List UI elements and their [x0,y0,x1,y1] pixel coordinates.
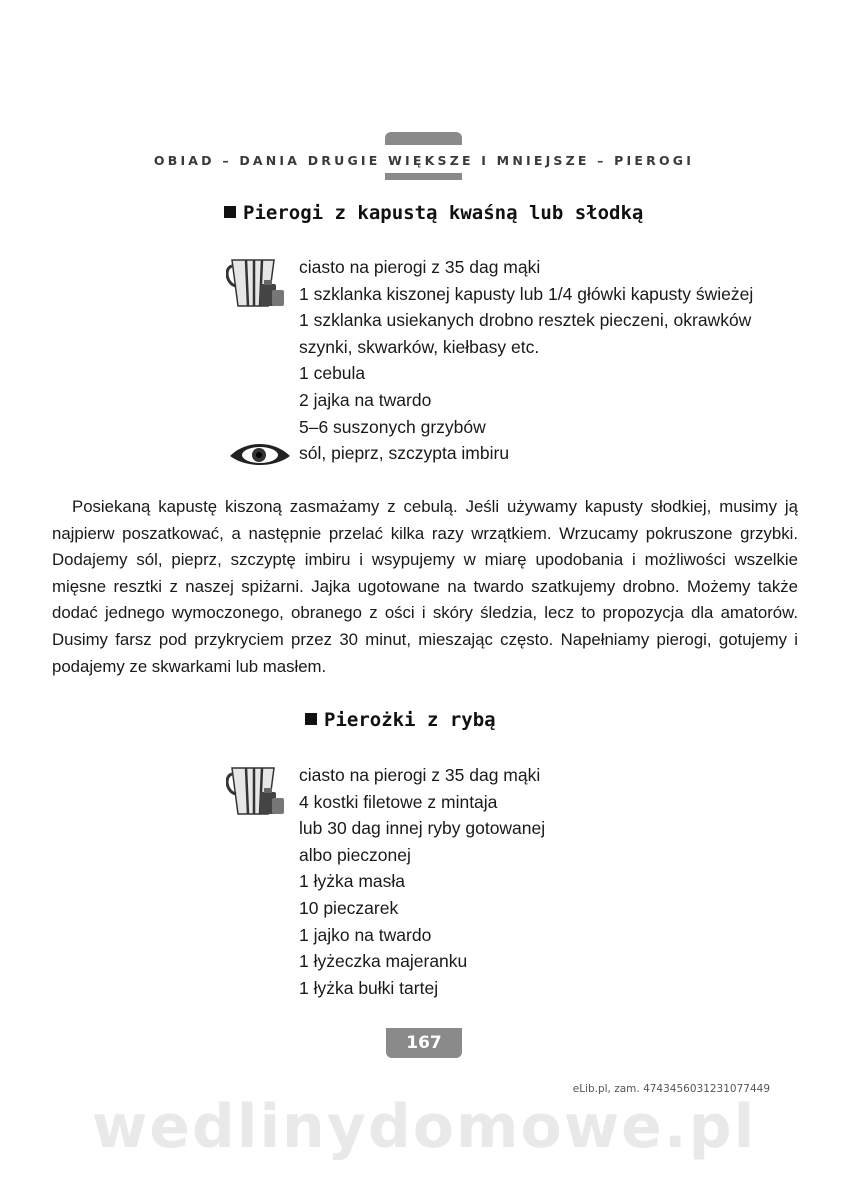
list-item: 10 pieczarek [299,897,399,918]
list-item: albo pieczonej [299,844,411,865]
elib-order-line: eLib.pl, zam. 4743456031231077449 [572,1083,770,1095]
square-bullet-icon [224,206,236,218]
list-item: 1 łyżeczka majeranku [299,951,468,972]
eye-icon [228,442,292,468]
page-number: 167 [386,1028,462,1058]
running-header: OBIAD – DANIA DRUGIE WIĘKSZE I MNIEJSZE – PIEROGI [153,153,695,168]
recipe-method-1: Posiekaną kapustę kiszoną zasmażamy z cebulą. Jeśli używamy kapusty słodkiej, musimy ją najpierw poszatkować, a następnie przelać kilka razy wrzątkiem. Wrzucamy pokruszone grzybki. Dodajemy sól, pieprz, szczyptę imbiru i wsypujemy w miarę upodobania i możliwości wszelkie mięsne resztki z naszej spiżarni. Jajka ugotowane na twardo szatkujemy drobno. Możemy także dodać jednego wymoczonego, obranego z ości i skóry śledzia, lecz to propozycja dla amatorów. Dusimy farsz pod przykryciem przez 30 minut, mieszając często. Napełniamy pierogi, gotujemy i podajemy ze skwarkami lub masłem. [52,497,798,676]
list-item: sól, pieprz, szczypta imbiru [299,443,510,464]
watermark: wedlinydomowe.pl [91,1092,757,1162]
list-item: lub 30 dag innej ryby gotowanej [299,818,546,839]
list-item: 4 kostki filetowe z mintaja [299,791,498,812]
ingredients-cup-icon [226,762,286,818]
list-item: ciasto na pierogi z 35 dag mąki [299,257,541,277]
recipe-title-2: Pierożki z rybą [305,709,496,731]
square-bullet-icon [305,713,317,725]
ingredient-list-1 [299,254,753,467]
header-rule [385,174,462,179]
recipe-title-1: Pierogi z kapustą kwaśną lub słodką [224,202,643,224]
list-item: 2 jajka na twardo [299,389,432,410]
list-item: 1 łyżka bułki tartej [299,977,439,998]
ingredient-list-2 [299,762,545,1001]
list-item: 1 łyżka masła [299,871,406,892]
list-item: 1 cebula [299,363,366,384]
ingredients-cup-icon [226,254,286,310]
list-item: 1 jajko na twardo [299,924,432,945]
list-item: 5–6 suszonych grzybów [299,416,486,437]
list-item: ciasto na pierogi z 35 dag mąki [299,765,541,785]
list-item: 1 szklanka usiekanych drobno resztek pieczeni, okrawków [299,310,752,331]
list-item: 1 szklanka kiszonej kapusty lub 1/4 główki kapusty świeżej [299,283,754,304]
list-item: szynki, skwarków, kiełbasy etc. [299,336,540,357]
